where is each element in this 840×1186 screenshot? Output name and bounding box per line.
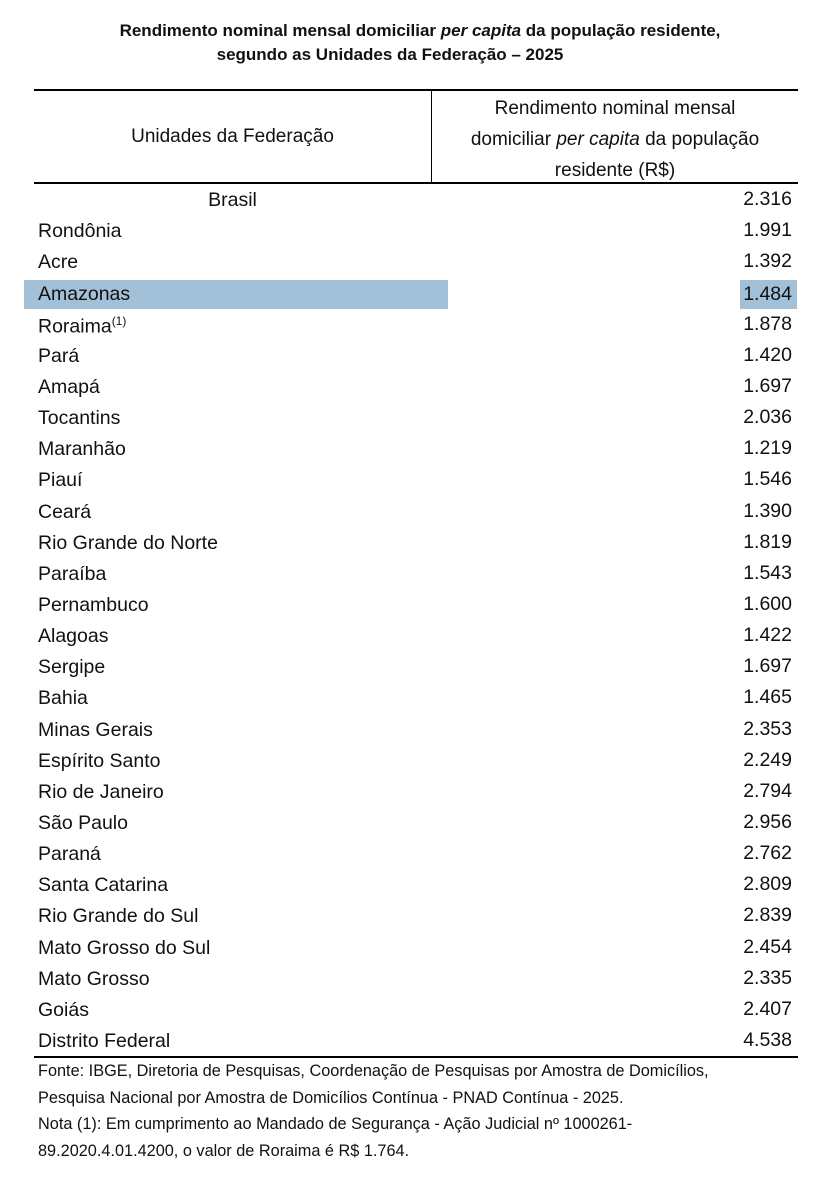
unit-name-text: Alagoas — [38, 625, 109, 648]
table-row — [34, 590, 798, 621]
header-line: Rendimento nominal mensal — [494, 98, 736, 119]
income-value: 1.422 — [743, 624, 792, 647]
unit-name — [38, 594, 149, 617]
unit-name-text: Ceará — [38, 500, 92, 523]
column-header-units: Unidades da Federação — [131, 125, 334, 147]
unit-name-text: Rondônia — [38, 220, 122, 243]
unit-name — [38, 563, 106, 586]
income-value: 1.420 — [743, 343, 792, 366]
unit-name-text: Espírito Santo — [38, 749, 161, 772]
footnote-marker: (1) — [111, 313, 127, 328]
table-row — [34, 777, 798, 808]
unit-name — [38, 251, 78, 274]
footnote: 89.2020.4.01.4200, o valor de Roraima é R$ 1.764. — [38, 1141, 410, 1160]
table-title-line-2: segundo as Unidades da Federação – 2025 — [216, 45, 564, 64]
unit-name — [38, 220, 121, 243]
source-note: Pesquisa Nacional por Amostra de Domicílios Contínua - PNAD Contínua - 2025. — [38, 1088, 624, 1107]
table-row — [34, 901, 798, 932]
income-value: 1.392 — [743, 250, 792, 273]
unit-name-text: Mato Grosso — [38, 967, 150, 990]
unit-name — [38, 532, 218, 555]
unit-name-text: Minas Gerais — [38, 718, 153, 741]
table-row — [34, 1026, 798, 1057]
table-row — [34, 933, 798, 964]
income-value: 2.316 — [743, 188, 792, 210]
unit-name — [38, 874, 168, 897]
table-row — [34, 247, 798, 278]
column-header-income — [432, 93, 798, 186]
unit-name-text: Bahia — [38, 687, 88, 710]
table-row — [34, 621, 798, 652]
table-row — [34, 995, 798, 1026]
unit-name-text: Pará — [38, 344, 80, 367]
table-row — [34, 870, 798, 901]
unit-name — [38, 968, 150, 991]
unit-name-text: Rio de Janeiro — [38, 780, 164, 803]
income-value: 2.839 — [743, 904, 792, 927]
unit-name — [38, 345, 79, 368]
header-text: domiciliar — [470, 129, 557, 150]
unit-name-text: Sergipe — [38, 656, 106, 679]
unit-name — [38, 843, 101, 866]
unit-name-text: Paraíba — [38, 562, 107, 585]
unit-name-text: Piauí — [38, 469, 83, 492]
unit-name-text: Roraima — [38, 315, 112, 338]
income-value: 1.697 — [743, 655, 792, 678]
unit-name-text: Paraná — [38, 843, 101, 866]
unit-name — [34, 189, 431, 212]
unit-name — [38, 656, 105, 679]
table-row — [34, 372, 798, 403]
unit-name — [38, 687, 88, 710]
income-value: 2.956 — [743, 811, 792, 833]
table-bottom-border — [34, 1056, 798, 1058]
unit-name — [38, 937, 210, 960]
table-row — [34, 465, 798, 496]
income-value: 1.697 — [743, 374, 792, 397]
table-row — [34, 434, 798, 465]
income-value: 1.465 — [743, 686, 792, 709]
income-value: 1.390 — [743, 499, 792, 522]
income-value: 2.407 — [743, 997, 792, 1020]
unit-name-text: Rio Grande do Norte — [38, 531, 218, 554]
income-value: 2.249 — [743, 748, 792, 771]
unit-name — [38, 407, 120, 430]
income-value: 2.454 — [743, 935, 792, 958]
header-line: residente (R$) — [554, 160, 676, 181]
unit-name — [38, 905, 198, 928]
income-value: 1.878 — [743, 312, 792, 335]
unit-name — [38, 438, 126, 461]
table-row — [34, 652, 798, 683]
unit-name — [38, 501, 91, 524]
table-row — [34, 746, 798, 777]
income-value: 2.353 — [743, 717, 792, 740]
unit-name-text: Santa Catarina — [38, 874, 169, 897]
income-value: 1.991 — [743, 219, 792, 242]
unit-name — [38, 719, 153, 742]
income-value: 2.794 — [743, 779, 792, 802]
unit-name-text: Brasil — [208, 189, 257, 211]
unit-name — [38, 1030, 170, 1053]
unit-name-text: Tocantins — [38, 407, 121, 430]
unit-name-text: Acre — [38, 251, 79, 274]
source-note: Fonte: IBGE, Diretoria de Pesquisas, Coordenação de Pesquisas por Amostra de Domicílios, — [38, 1062, 709, 1080]
unit-name-text: Maranhão — [38, 438, 126, 461]
header-line — [432, 124, 798, 155]
income-value: 1.600 — [743, 592, 792, 615]
unit-name-text: Pernambuco — [38, 593, 149, 616]
income-value: 2.335 — [743, 966, 792, 989]
unit-name-text: Goiás — [38, 998, 89, 1021]
table-row — [34, 497, 798, 528]
table-row — [34, 216, 798, 247]
unit-name — [38, 469, 82, 492]
unit-name-text: Mato Grosso do Sul — [38, 936, 211, 959]
income-value: 1.546 — [743, 468, 792, 491]
title-text: Rendimento nominal mensal domiciliar — [119, 21, 441, 40]
header-bottom-border — [34, 182, 798, 184]
income-value: 2.809 — [743, 873, 792, 896]
table-row — [34, 683, 798, 714]
table-title-line-1 — [0, 21, 840, 41]
unit-name — [38, 314, 126, 339]
table-row — [34, 403, 798, 434]
unit-name-text: Amapá — [38, 375, 100, 398]
table-row — [34, 559, 798, 590]
unit-name-text: São Paulo — [38, 812, 128, 834]
income-value: 1.819 — [743, 530, 792, 553]
unit-name-text: Rio Grande do Sul — [38, 905, 199, 928]
table-row — [34, 185, 798, 216]
table-row — [34, 808, 798, 839]
table-row — [34, 310, 798, 341]
income-value: 1.219 — [743, 437, 792, 460]
unit-name — [38, 781, 164, 804]
unit-name — [38, 812, 128, 835]
unit-name — [38, 625, 108, 648]
unit-name-text: Amazonas — [38, 283, 131, 306]
income-value: 1.543 — [743, 561, 792, 584]
footnote: Nota (1): Em cumprimento ao Mandado de Segurança - Ação Judicial nº 1000261- — [38, 1115, 633, 1133]
income-value: 4.538 — [743, 1029, 792, 1052]
table-row — [34, 278, 798, 309]
unit-name — [38, 376, 100, 399]
table-row — [34, 715, 798, 746]
table-row — [34, 839, 798, 870]
unit-name — [38, 750, 160, 773]
income-value: 2.762 — [743, 842, 792, 865]
header-italic: per capita — [556, 129, 640, 150]
income-value: 2.036 — [743, 406, 792, 429]
table-row — [34, 964, 798, 995]
unit-name — [24, 280, 448, 309]
income-value: 1.484 — [740, 280, 797, 309]
unit-name-text: Distrito Federal — [38, 1030, 171, 1053]
unit-name — [38, 999, 89, 1022]
title-italic: per capita — [440, 21, 522, 40]
title-text: da população residente, — [521, 21, 721, 40]
table-row — [34, 528, 798, 559]
table-row — [34, 341, 798, 372]
header-text: da população — [639, 129, 760, 150]
